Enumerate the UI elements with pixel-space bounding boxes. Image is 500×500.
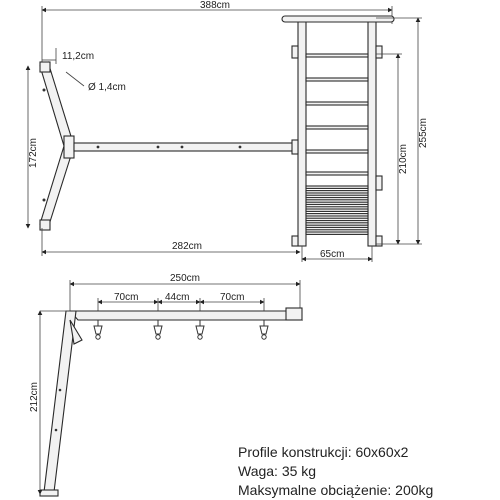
ladder-rung [306,204,368,206]
post-hole [59,389,62,392]
ladder-rung [306,214,368,216]
bolt [43,199,46,202]
wall-bars [282,16,394,246]
top-view [28,0,429,262]
wall-mount [376,46,382,58]
dim-total-width: 388cm [200,0,231,11]
ladder-rung [306,126,368,129]
ladder-rung [306,102,368,105]
ladder-right-rail [368,18,376,246]
beam-hole [239,146,242,149]
bracket-top-plate [40,62,50,72]
wall-mount [376,176,382,190]
dim-side-beam: 250cm [170,273,201,284]
post-hole [55,429,58,432]
bracket-bottom-plate [40,220,50,230]
hook-body [94,326,102,334]
spec-max-load: Maksymalne obciążenie: 200kg [238,482,434,498]
beam-hole [181,146,184,149]
top-beam [74,143,300,151]
dim-left-height: 172cm [28,137,39,168]
ladder-rung [306,150,368,153]
dim-ladder-width: 65cm [320,249,345,260]
post-foot [40,490,58,496]
hook-body [196,326,204,334]
hook-eye [198,335,202,339]
hook-eye [156,335,160,339]
ladder-rung [306,78,368,81]
bolt [43,89,46,92]
hook-body [260,326,268,334]
beam-hole [97,146,100,149]
beam-hole [157,146,160,149]
ladder-rung [306,218,368,220]
dim-spacing-right: 70cm [220,292,245,303]
ladder-rung [306,223,368,225]
hook-2 [154,320,162,339]
spec-profile: Profile konstrukcji: 60x60x2 [238,444,409,460]
hook-4 [260,320,268,339]
dim-spacing-left: 70cm [114,292,139,303]
pull-up-bar [282,16,394,22]
bracket-joint-plate [64,136,74,158]
hook-1 [94,320,102,339]
leader-diameter [66,72,84,86]
ladder-rung [306,232,368,234]
side-beam [70,311,302,320]
ladder-rung [306,191,368,193]
ladder-rung [306,172,368,175]
ladder-left-rail [298,18,306,246]
dim-bracket-width: 11,2cm [62,51,95,62]
ladder-rung [306,200,368,202]
support-post [44,311,76,492]
dim-ladder-height: 255cm [418,117,429,148]
ladder-rung [306,186,368,188]
beam-end-plate [286,308,302,320]
hook-body [154,326,162,334]
wall-mount [292,140,298,154]
hook-eye [262,335,266,339]
ladder-rung [306,209,368,211]
dim-diameter: Ø 1,4cm [88,82,126,93]
dim-rung-height: 210cm [398,143,409,174]
hook-eye [96,335,100,339]
dim-beam-length: 282cm [172,241,203,252]
ladder-rung [306,54,368,57]
ladder-rung [306,227,368,229]
ladder-rung [306,195,368,197]
dim-post-height: 212cm [29,381,40,412]
wall-mount [376,236,382,246]
ladder-rungs [306,54,368,234]
hook-3 [196,320,204,339]
spec-weight: Waga: 35 kg [238,463,317,479]
wall-mount [292,46,298,58]
wall-mount [292,236,298,246]
dim-spacing-middle: 44cm [165,292,190,303]
